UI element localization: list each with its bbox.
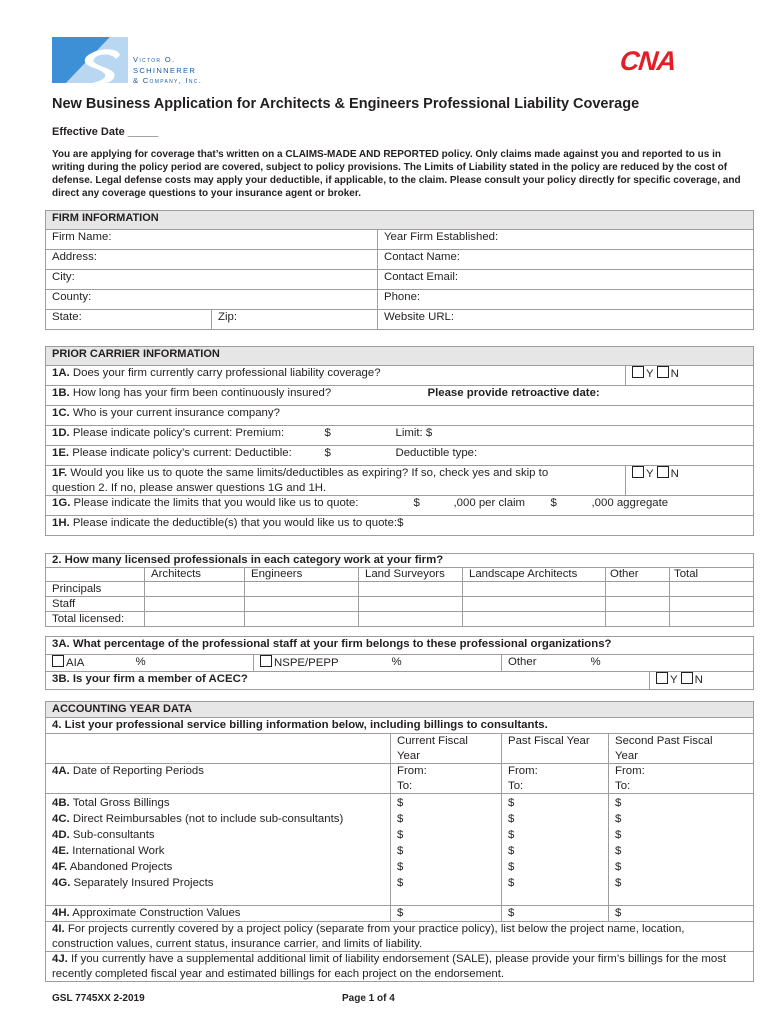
billing-row-labels [46,794,391,906]
zip-field[interactable]: Zip: [212,310,378,330]
col-engineers: Engineers [245,568,359,582]
q3b-yes-checkbox[interactable] [656,672,668,684]
county-field[interactable]: County: [46,290,378,310]
table-row: 4G. Separately Insured Projects [52,877,214,889]
contact-name-field[interactable]: Contact Name: [378,250,754,270]
table-row: 4F. Abandoned Projects [52,861,173,873]
second-past-fiscal-values[interactable]: $ $ $ $ $ $ [609,794,754,906]
q1c-row[interactable]: 1C. Who is your current insurance company? [46,406,754,426]
q1a-yes-no: Y N [626,366,754,386]
q4a-label: 4A. Date of Reporting Periods [46,764,391,794]
form-number: GSL 7745XX 2-2019 [52,993,145,1004]
q1b-row[interactable]: 1B. How long has your firm been continuously insured? Please provide retroactive date: [46,386,754,406]
col-second-past-fiscal: Second Past Fiscal Year [609,734,754,764]
q4j-row: 4J. If you currently have a supplemental additional limit of liability endorsement (SALE), please provide your firm’s billings for the most recently completed fiscal year and estimated billings for each project on the endorsement. [46,952,754,982]
q1d-row[interactable]: 1D. Please indicate policy’s current: Premium: $ Limit: $ [46,426,754,446]
schinnerer-logo-text: Victor O. SCHINNERER & Company, Inc. [133,55,203,85]
q2-heading: 2. How many licensed professionals in each category work at your firm? [46,554,754,568]
col-other: Other [606,568,670,582]
accounting-table: ACCOUNTING YEAR DATA 4. List your professional service billing information below, including billings to consultants. Current Fiscal Year Past Fiscal Year Second Past Fiscal Year 4A. Date of Reporting Periods From: To: From: To: From: To: 4B. Total Gross Billings 4C. Direct Reimbursables (not to include sub-consultants) 4D. Sub-consultants 4E. International Work 4F. Abandoned Projects 4G. Separately Insured Projects $ $ $ $ $ $ $ $ $ $ $ $ $ $ $ $ $ $ 4H. Approximate Construction Values $ $ $ 4I. For projects currently covered by a project policy (separate from your practice policy), list below the project name, location, construction values, current status, insurance carrier, and limits of liability. 4J. If you currently have a supplemental additional limit of liability endorsement (SALE), please provide your firm’s billings for the most recently completed fiscal year and estimated billings for each project on the endorsement. [45,701,754,982]
year-established-field[interactable]: Year Firm Established: [378,230,754,250]
table-row: 4D. Sub-consultants [52,829,155,841]
q1e-row[interactable]: 1E. Please indicate policy’s current: Deductible: $ Deductible type: [46,446,754,466]
firm-name-field[interactable]: Firm Name: [46,230,378,250]
effective-date: Effective Date _____ [52,126,159,138]
nspe-cell: NSPE/PEPP % [254,655,502,672]
table-row: 4C. Direct Reimbursables (not to include sub-consultants) [52,813,344,825]
col-land-surveyors: Land Surveyors [359,568,463,582]
q4h-label: 4H. Approximate Construction Values [46,906,391,922]
q1f-no-checkbox[interactable] [657,466,669,478]
col-past-fiscal: Past Fiscal Year [502,734,609,764]
table-row: 4E. International Work [52,845,165,857]
prior-carrier-table [45,346,754,536]
col-total: Total [670,568,754,582]
page-number: Page 1 of 4 [342,993,395,1004]
q3b-text: 3B. Is your firm a member of ACEC? [46,672,650,690]
website-field[interactable]: Website URL: [378,310,754,330]
q3b-no-checkbox[interactable] [681,672,693,684]
firm-information-table [45,210,754,330]
q4-heading: 4. List your professional service billing information below, including billings to consultants. [46,718,754,734]
prior-carrier-heading: PRIOR CARRIER INFORMATION [46,347,754,366]
q1a-yes-checkbox[interactable] [632,366,644,378]
col-landscape-architects: Landscape Architects [463,568,606,582]
firm-info-heading: FIRM INFORMATION [46,211,754,230]
col-current-fiscal: Current Fiscal Year [391,734,502,764]
table-row: Staff [46,597,754,612]
q1f-yes-checkbox[interactable] [632,466,644,478]
q3a-heading: 3A. What percentage of the professional staff at your firm belongs to these professional organizations? [46,637,754,655]
table-row: 4B. Total Gross Billings [52,797,170,809]
q4i-row: 4I. For projects currently covered by a project policy (separate from your practice policy), list below the project name, location, construction values, current status, insurance carrier, and limits of liability. [46,922,754,952]
q1f-text: 1F. Would you like us to quote the same limits/deductibles as expiring? If so, check yes and skip to question 2. If no, please answer questions 1G and 1H. [46,466,626,496]
q3b-yes-no: Y N [650,672,754,690]
page-title: New Business Application for Architects & Engineers Professional Liability Coverage [52,96,640,112]
past-fiscal-values[interactable]: $ $ $ $ $ $ [502,794,609,906]
city-field[interactable]: City: [46,270,378,290]
state-field[interactable]: State: [46,310,212,330]
intro-paragraph: You are applying for coverage that’s written on a CLAIMS-MADE AND REPORTED policy. Only claims made against you and reported to us in writing during the policy period are covered, subject to policy provisions. The Limits of Liability stated in the policy are reduced by the cost of defense. Legal defense costs may apply your deductible, if applicable, to the claim. Please consult your policy directly for specific coverage, and direct any coverage questions to your insurance agent or broker. [52,149,741,199]
q1g-row[interactable]: 1G. Please indicate the limits that you would like us to quote: $ ,000 per claim $ ,000 aggregate [46,496,754,516]
address-field[interactable]: Address: [46,250,378,270]
aia-checkbox[interactable] [52,655,64,667]
professional-organizations-table [45,636,754,690]
cna-logo: CNA [618,46,678,76]
current-fiscal-values[interactable]: $ $ $ $ $ $ [391,794,502,906]
q1a-no-checkbox[interactable] [657,366,669,378]
other-org-cell[interactable]: Other % [502,655,754,672]
q1a-text: 1A. Does your firm currently carry professional liability coverage? [46,366,626,386]
col-architects: Architects [145,568,245,582]
q1h-row[interactable]: 1H. Please indicate the deductible(s) that you would like us to quote:$ [46,516,754,536]
table-row: Total licensed: [46,612,754,627]
phone-field[interactable]: Phone: [378,290,754,310]
licensed-professionals-table [45,553,754,627]
table-row: Principals [46,582,754,597]
accounting-heading: ACCOUNTING YEAR DATA [46,702,754,718]
nspe-checkbox[interactable] [260,655,272,667]
q2-column-headers [46,568,754,582]
q1f-yes-no: Y N [626,466,754,496]
contact-email-field[interactable]: Contact Email: [378,270,754,290]
aia-cell: AIA % [46,655,254,672]
